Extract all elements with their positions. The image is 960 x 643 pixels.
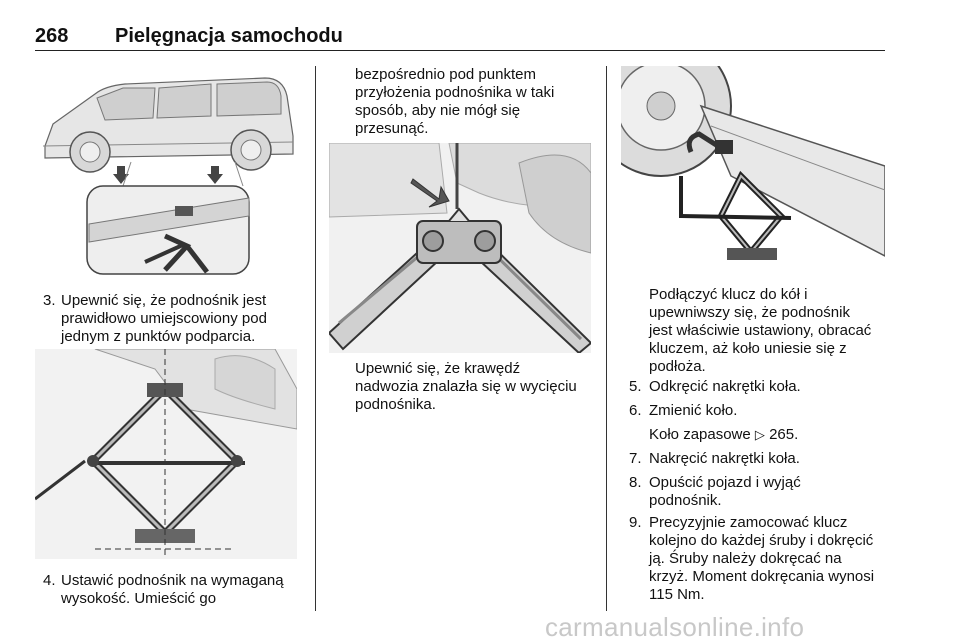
step-3-number: 3. xyxy=(43,292,56,309)
step-4-text: Ustawić podnośnik na wymaganą wysokość. Umieścić go xyxy=(61,572,284,607)
page-ref-icon: ▷ xyxy=(754,427,765,442)
step-3-text: Upewnić się, że podnośnik jest prawidłowo umiejscowiony pod jednym z punktów podparcia. xyxy=(61,292,267,345)
col2-intro-text: bezpośrednio pod punktem przyłożenia podnośnika w taki sposób, aby nie mógł się przesunąć. xyxy=(355,66,555,137)
page-header xyxy=(35,8,885,50)
column-divider-1 xyxy=(315,66,316,611)
step-4-number: 4. xyxy=(43,572,56,589)
header-rule xyxy=(35,50,885,51)
step-9-text: Precyzyjnie zamocować klucz kolejno do każdej śruby i dokręcić ją. Śruby należy dokręcać na krzyż. Moment dokręcania wynosi 115 Nm. xyxy=(649,514,875,603)
step-8-text: Opuścić pojazd i wyjąć podnośnik. xyxy=(649,474,801,509)
spare-ref-label: Koło zapasowe xyxy=(649,426,751,443)
figure-jack-under-car xyxy=(621,66,885,276)
col3-intro-text: Podłączyć klucz do kół i upewniwszy się, że podnośnik jest właściwie ustawiony, obracać kluczem, aż koło uniesie się z podłoża. xyxy=(649,286,872,375)
page-title: Pielęgnacja samochodu xyxy=(115,25,343,47)
step-6-text: Zmienić koło. xyxy=(649,402,738,419)
page-number: 268 xyxy=(35,25,69,47)
step-6-number: 6. xyxy=(629,402,642,419)
step-9-number: 9. xyxy=(629,514,642,531)
spare-wheel-reference[interactable] xyxy=(649,426,798,444)
step-5-text: Odkręcić nakrętki koła. xyxy=(649,378,801,395)
step-7-number: 7. xyxy=(629,450,642,467)
figure-scissor-jack-front xyxy=(35,349,297,559)
step-7-text: Nakręcić nakrętki koła. xyxy=(649,450,800,467)
col2-caption-text: Upewnić się, że krawędź nadwozia znalazła się w wycięciu podnośnika. xyxy=(355,360,577,413)
step-5-number: 5. xyxy=(629,378,642,395)
figure-car-jack-points xyxy=(35,66,297,276)
step-8-number: 8. xyxy=(629,474,642,491)
spare-ref-page: 265. xyxy=(769,426,799,443)
column-divider-2 xyxy=(606,66,607,611)
watermark: carmanualsonline.info xyxy=(545,612,805,642)
figure-jack-head-closeup xyxy=(329,143,591,353)
